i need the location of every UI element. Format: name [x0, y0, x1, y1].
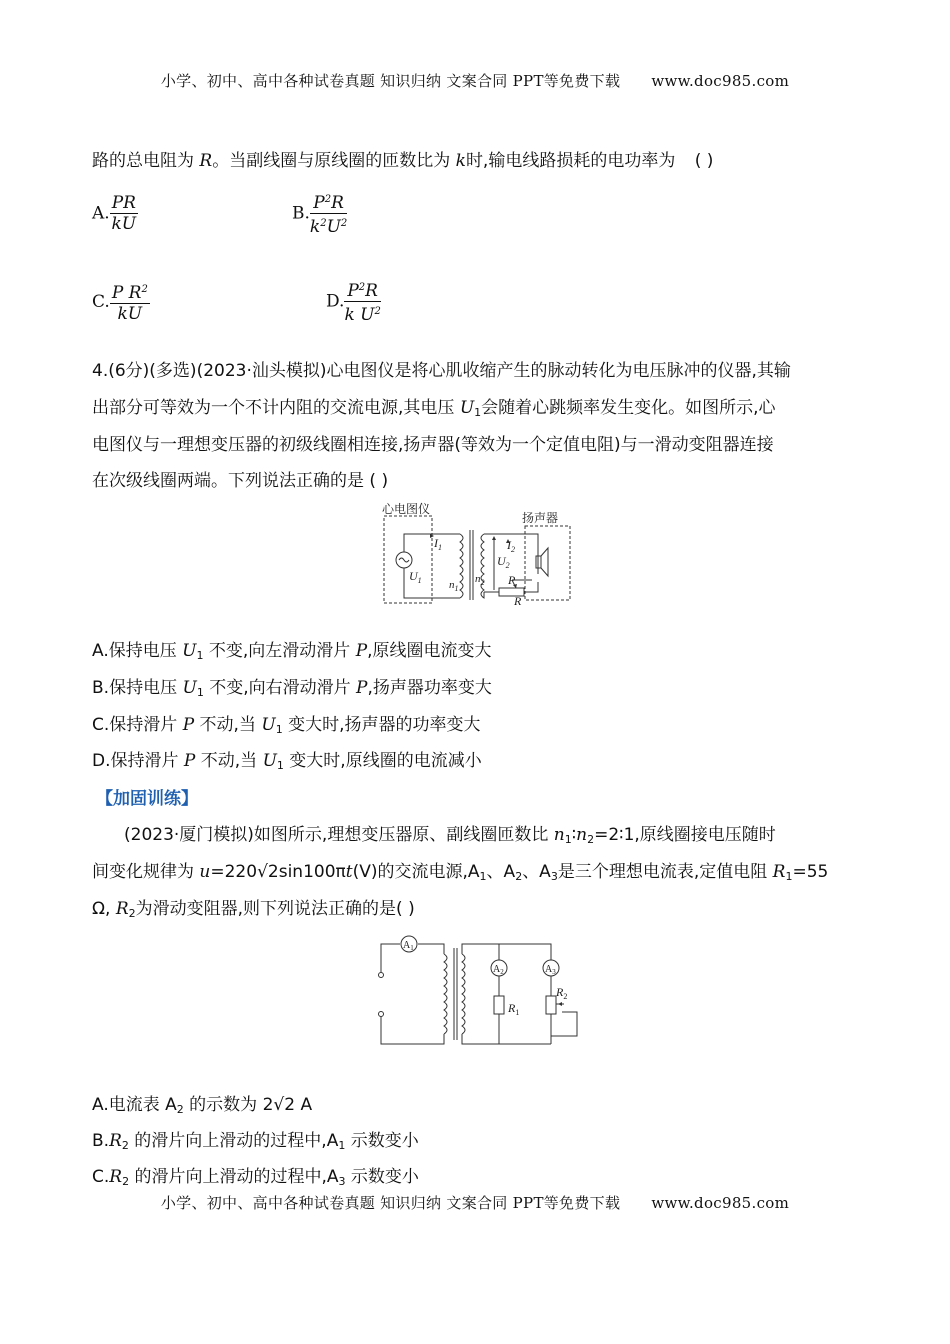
svg-text:I2: $I_2$ — [507, 538, 515, 554]
reinforce-line-2: 间变化规律为 u=220√2sin100πt(V)的交流电源$,A_1$、$A_2$、$A_3$是三个理想电流表,定值电阻 $R_1=55$ — [92, 862, 829, 883]
svg-text:n2: $n_2$ — [475, 573, 485, 587]
header-text: 小学、初中、高中各种试卷真题 知识归纳 文案合同 PPT等免费下载 — [160, 72, 621, 90]
q4-option-d[interactable]: D.保持滑片 P 不动,当 $U_1$ 变大时,原线圈的电流减小 — [92, 751, 482, 772]
secondary-coil — [481, 534, 484, 598]
q4-line-3: 电图仪与一理想变压器的初级线圈相连接,扬声器(等效为一个定值电阻)与一滑动变阻器连接 — [92, 435, 774, 455]
section-title: 【加固训练】 — [96, 789, 198, 809]
reinforce-line-3: Ω, $R_2$为滑动变阻器,则下列说法正确的是( ) — [92, 899, 415, 920]
svg-text:R: R — [514, 594, 522, 606]
speaker-label: 扬声器 — [522, 511, 559, 525]
reinforce-line-1: (2023·厦门模拟)如图所示,理想变压器原、副线圈匝数比 $n_1∶n_2=2∶1$,原线圈接电压随时 — [124, 825, 776, 846]
q4-option-c[interactable]: C.保持滑片 P 不动,当 $U_1$ 变大时,扬声器的功率变大 — [92, 715, 481, 736]
svg-text:A1: $A_1$ — [403, 940, 414, 952]
q3-option-a[interactable]: A. $\frac{PR}{kU}$ — [92, 193, 137, 234]
rheostat-r2 — [546, 996, 556, 1014]
answer-bracket: ( ) — [694, 151, 714, 171]
svg-text:I1: $I_1$ — [434, 536, 442, 552]
q4-option-b[interactable]: B.保持电压 $U_1$ 不变,向右滑动滑片 P,扬声器功率变大 — [92, 678, 492, 699]
svg-text:n1: $n_1$ — [449, 579, 459, 593]
secondary-coil — [462, 954, 465, 1034]
q4-line-1: 4.(6分)(多选)(2023·汕头模拟)心电图仪是将心肌收缩产生的脉动转化为电压脉冲的仪器,其输 — [92, 361, 791, 381]
svg-text:A2: $A_2$ — [493, 964, 504, 976]
svg-text:U2: $U_2$ — [497, 554, 510, 570]
q3-option-c[interactable]: C. $\frac{P R^2}{kU}$ — [92, 280, 150, 324]
svg-text:A3: $A_3$ — [545, 964, 556, 976]
footer-text: 小学、初中、高中各种试卷真题 知识归纳 文案合同 PPT等免费下载 — [160, 1194, 621, 1212]
q4-line-4: 在次级线圈两端。下列说法正确的是 ( ) — [92, 471, 389, 491]
page-footer — [0, 1192, 950, 1213]
page-header — [0, 70, 950, 91]
reinforce-circuit-figure — [372, 934, 587, 1052]
footer-url[interactable]: www.doc985.com — [651, 1194, 790, 1212]
q4-option-a[interactable]: A.保持电压 $U_1$ 不变,向左滑动滑片 P,原线圈电流变大 — [92, 641, 492, 662]
svg-text:R1: $R_1$ — [508, 1001, 520, 1017]
header-url[interactable]: www.doc985.com — [651, 72, 790, 90]
ecg-label: 心电图仪 — [382, 502, 431, 516]
ecg-box — [384, 516, 432, 603]
reinforce-option-a[interactable]: A.电流表 $A_2$ 的示数为 2√2 A — [92, 1095, 313, 1116]
q4-circuit-figure — [372, 502, 582, 606]
svg-text:P: P — [508, 573, 516, 587]
q3-option-b[interactable]: B. $\frac{P^2R}{k^2U^2}$ — [292, 190, 347, 237]
q3-stem: 路的总电阻为 R。当副线圈与原线圈的匝数比为 k时,输电线路损耗的电功率为 ( ) — [92, 151, 714, 171]
resistor-r1 — [494, 996, 504, 1014]
primary-coil — [460, 534, 463, 598]
svg-text:R2: $R_2$ — [556, 985, 568, 1001]
svg-text:U1: $U_1$ — [409, 569, 422, 585]
q4-line-2: 出部分可等效为一个不计内阻的交流电源,其电压 $U_1$会随着心跳频率发生变化。如图所示,心 — [92, 398, 776, 419]
q3-option-d[interactable]: D. $\frac{P^2R}{k U^2}$ — [326, 278, 381, 325]
reinforce-option-c[interactable]: $C.R_2$ 的滑片向上滑动的过程中$,A_3$ 示数变小 — [92, 1167, 419, 1188]
primary-coil — [444, 954, 447, 1034]
reinforce-option-b[interactable]: $B.R_2$ 的滑片向上滑动的过程中$,A_1$ 示数变小 — [92, 1131, 419, 1152]
